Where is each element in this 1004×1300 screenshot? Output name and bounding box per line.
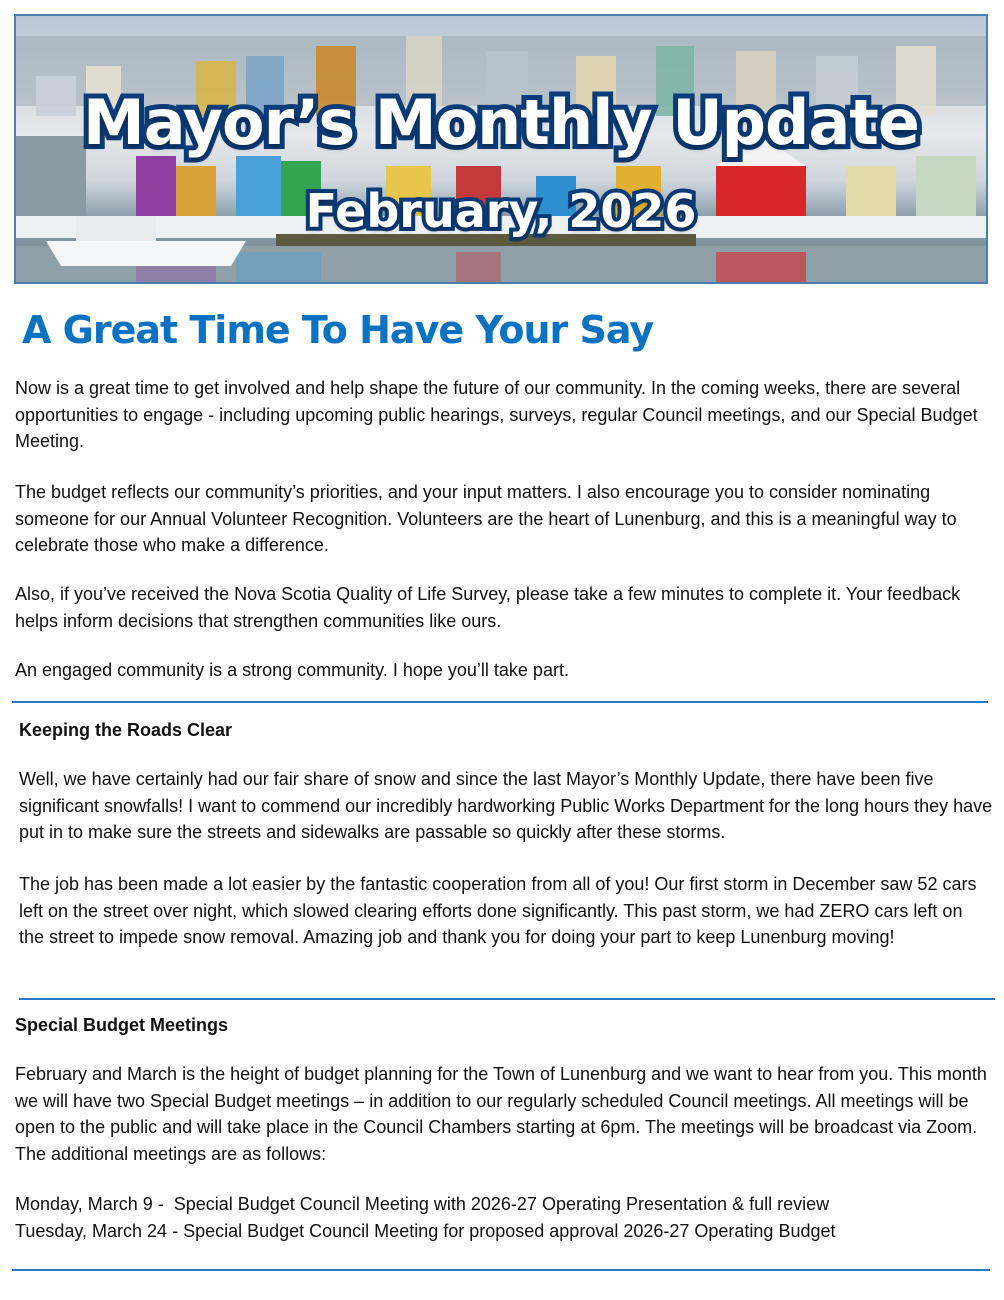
roads-heading: Keeping the Roads Clear	[19, 720, 233, 740]
divider	[12, 701, 988, 703]
budget-paragraph: February and March is the height of budget planning for the Town of Lunenburg and we want to hear from you. This month we will have two Special Budget meetings – in addition to our regularly scheduled Council meetings. All meetings will be open to the public and will take place in the Council Chambers starting at 6pm. The meetings will be broadcast via Zoom. The additional meetings are as follows:	[15, 1064, 987, 1164]
meeting-item: Tuesday, March 24 - Special Budget Council Meeting for proposed approval 2026-27 Operating Budget	[15, 1220, 836, 1241]
meeting-list	[15, 1191, 995, 1244]
intro-paragraph-2: The budget reflects our community’s priorities, and your input matters. I also encourage you to consider nominating someone for our Annual Volunteer Recognition. Volunteers are the heart of Lunenburg, and this is a meaningful way to celebrate those who make a difference.	[15, 482, 957, 555]
section-title: A Great Time To Have Your Say	[22, 308, 654, 352]
intro-paragraph-1: Now is a great time to get involved and help shape the future of our community. In the coming weeks, there are several opportunities to engage - including upcoming public hearings, surveys, regular Council meetings, and our Special Budget Meeting.	[15, 378, 978, 451]
header-banner	[14, 14, 988, 284]
banner-title: Mayor’s Monthly Update	[83, 86, 919, 159]
roads-paragraph-1: Well, we have certainly had our fair share of snow and since the last Mayor’s Monthly Update, there have been five significant snowfalls! I want to commend our incredibly hardworking Public Works Department for the long hours they have put in to make sure the streets and sidewalks are passable so quickly after these storms.	[19, 769, 993, 842]
divider	[19, 998, 995, 1000]
intro-paragraph-3: Also, if you’ve received the Nova Scotia Quality of Life Survey, please take a few minutes to complete it. Your feedback helps inform decisions that strengthen communities like ours.	[15, 584, 961, 631]
divider	[12, 1269, 990, 1271]
banner-subtitle: February, 2026	[305, 184, 697, 238]
meeting-item: Monday, March 9 - Special Budget Council Meeting with 2026-27 Operating Presentation & full review	[15, 1194, 830, 1214]
roads-paragraph-2: The job has been made a lot easier by the fantastic cooperation from all of you! Our first storm in December saw 52 cars left on the street over night, which slowed clearing efforts done significantly. This past storm, we had ZERO cars left on the street to impede snow removal. Amazing job and thank you for doing your part to keep Lunenburg moving!	[19, 874, 977, 947]
budget-heading: Special Budget Meetings	[15, 1015, 229, 1035]
intro-paragraph-4: An engaged community is a strong community. I hope you’ll take part.	[15, 660, 569, 680]
